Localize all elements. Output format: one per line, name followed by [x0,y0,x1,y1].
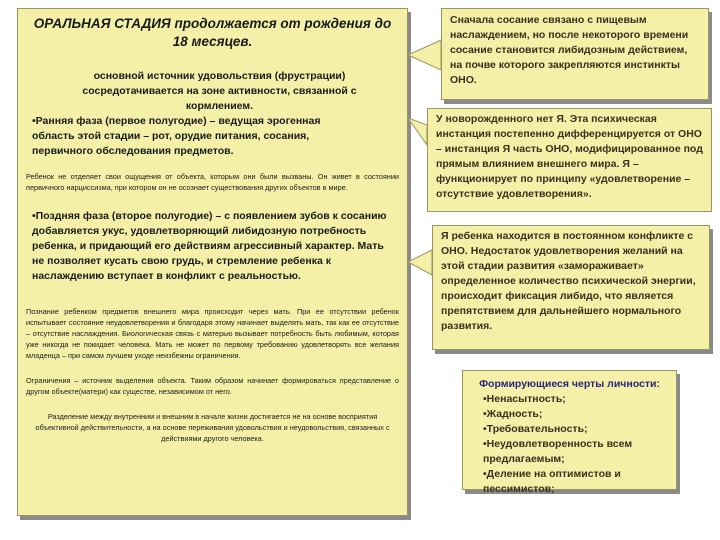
main-text-panel [17,8,408,516]
list-item: •Жадность; [483,408,543,420]
list-item: •Деление на оптимистов и пессимистов; [483,468,621,495]
early-phase-text: •Ранняя фаза (первое полугодие) – ведущая эрогенная область этой стадии – рот, орудие питания, сосания, первичного обследования предметов. [32,115,321,157]
mother-paragraph: Познание ребенком предметов внешнего мира происходит через мать. При ее отсутствии ребенок испытывает состояние неудовлетворения и благодаря этому начинает выделять мать, так как ее отсутствие – отсутствие наслаждения. Биологическая связь с матерью вызывает потребность быть любимым, которая уже никогда не покидает человека. Мать не может по первому требованию удовлетворять все желания младенца – при самом лучшем уходе неизбежны ограничения. [26,307,399,360]
callout-pointer-1 [408,40,441,70]
callout-conflict: Я ребенка находится в постоянном конфликте с ОНО. Недостаток удовлетворения желаний на этой стадии развития «замораживает» определенное количество психической энергии, происходит фиксация либидо, что является препятствием для дальнейшего нормального развития. [432,225,710,350]
late-phase-text: •Поздняя фаза (второе полугодие) – с появлением зубов к сосанию добавляется укус, удовлетворяющий либидозную потребность ребенка, и придающий его действиям агрессивный характер. Мать не позволяет кусать свою грудь, и стремление ребенка к наслаждению вступает в конфликт с реальностью. [32,210,387,282]
list-item: •Требовательность; [483,423,588,435]
narcissism-paragraph: Ребенок не отделяет свои ощущения от объекта, которым они были вызваны. Он живет в состоянии первичного нарциссизма, при котором он не осознает существования других объектов в мире. [26,172,399,192]
traits-box [462,370,677,495]
pleasure-source-text: основной источник удовольствия (фрустрации) сосредотачивается на зоне активности, связанной с кормлением. [82,70,357,112]
callout-ego: У новорожденного нет Я. Эта психическая инстанция постепенно дифференцируется от ОНО – инстанция Я часть ОНО, модифицированное под прямым влиянием внешнего мира. Я – функционирует по принципу «удовлетворение – отсутствие удовлетворения». [427,108,712,212]
callout-sucking: Сначала сосание связано с пищевым наслаждением, но после некоторого времени сосание становится либидозным действием, на почве которого закрепляются инстинкты ОНО. [441,8,709,100]
stage-title: ОРАЛЬНАЯ СТАДИЯ продолжается от рождения до 18 месяцев. [33,16,392,49]
traits-list [471,392,668,497]
list-item: •Неудовлетворенность всем предлагаемым; [483,438,633,465]
callout-pointer-3 [408,250,432,275]
separation-paragraph: Разделение между внутренним и внешним в начале жизни достигается не на основе восприятия объективной действительности, а на основе переживания удовольствия и неудовольствия, связанных с действиями другого человека. [35,412,390,443]
list-item: •Ненасытность; [483,393,566,405]
limitations-paragraph: Ограничения – источник выделения объекта. Таким образом начинает формироваться представление о другом объекте(матери) как существе, независимом от него. [26,376,399,396]
traits-heading: Формирующиеся черты личности: [479,378,660,390]
callout-pointer-2 [408,118,427,145]
